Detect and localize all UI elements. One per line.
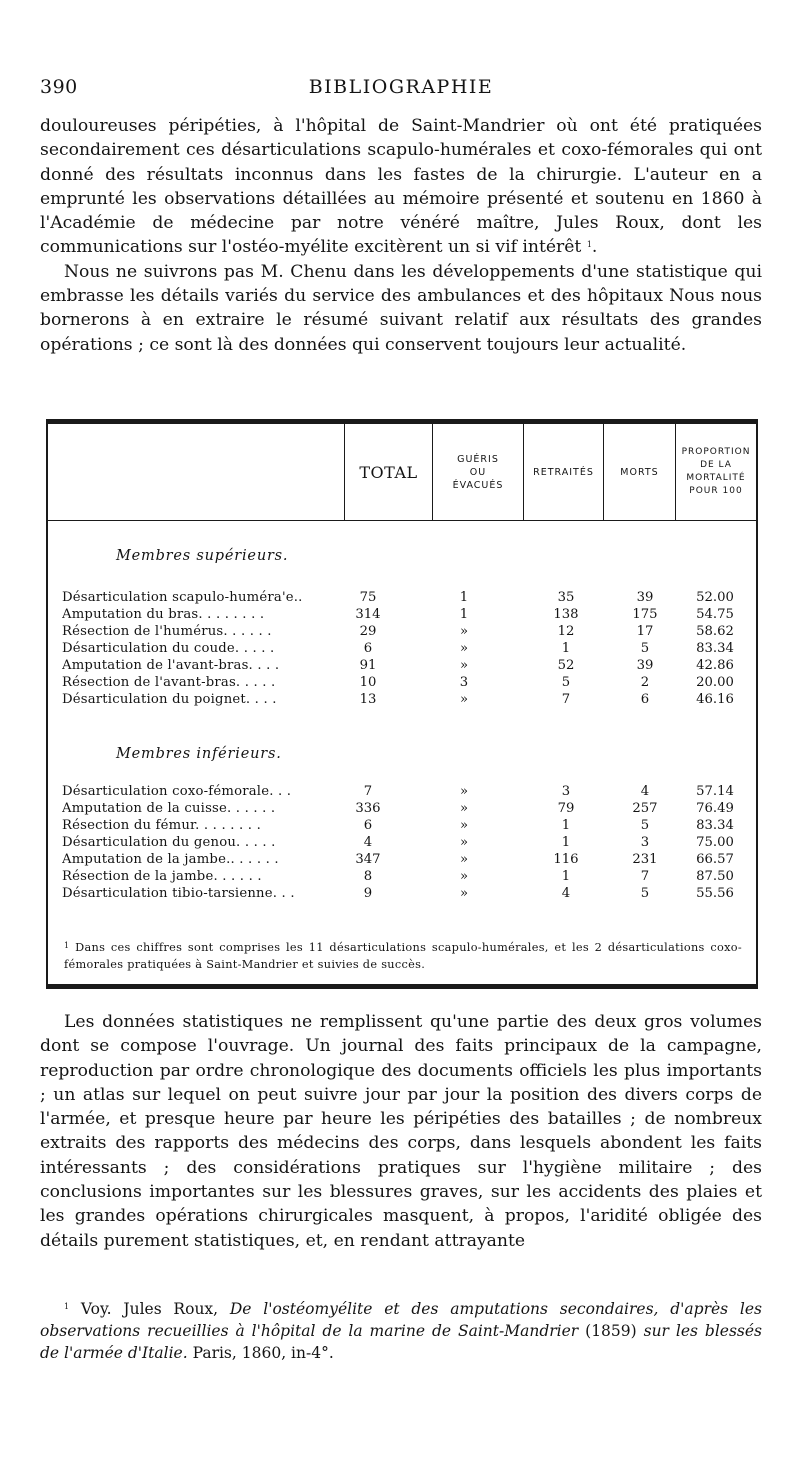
table-row: Résection de l'humérus. . . . . . 29 » 12 17 58.62 <box>62 624 734 639</box>
table-row: Désarticulation tibio-tarsienne. . . 9 » 4 5 55.56 <box>62 886 734 901</box>
header-proportion: PROPORTION DE LA MORTALITÉ POUR 100 <box>681 447 751 496</box>
table-row: Désarticulation du genou. . . . . 4 » 1 3 75.00 <box>62 835 734 850</box>
table-footnote: $^1$ Dans ces chiffres sont comprises les 11 désarticulations scapulo-humérales, et les 2 désarticulations coxo-fémorales pratiquées à Saint-Mandrier et suivies de succès. <box>64 941 742 971</box>
table-row: Désarticulation du coude. . . . . 6 » 1 5 83.34 <box>62 641 734 656</box>
cited-work-title: De l'ostéomyélite et des amputations secondaires, d'après les observations recueillies à l'hôpital de la marine de Saint-Mandrier <box>40 1300 762 1340</box>
page-header <box>40 76 762 106</box>
running-title: BIBLIOGRAPHIE <box>308 76 494 98</box>
page-footnote: $^1$ Voy. Jules Roux, De l'ostéomyélite et des amputations secondaires, d'après les observations recueillies à l'hôpital de la marine de Saint-Mandrier (1859) sur les blessés de l'armée d'Italie. Paris, 1860, in-4°. <box>40 1300 762 1362</box>
paragraph-1: douloureuses péripéties, à l'hôpital de Saint-Mandrier où ont été pratiquées secondairement ces désarticulations scapulo-humérales et coxo-fémorales qui ont donné des résultats inconnus dans les fastes de la chirurgie. L'auteur en a emprunté les observations détaillées au mémoire présenté et soutenu en 1860 à l'Académie de médecine par notre vénéré maître, Jules Roux, dont les communications sur l'ostéo-myélite excitèrent un si vif intérêt $^1$. <box>40 116 762 258</box>
header-morts: MORTS <box>620 466 659 478</box>
table-row: Désarticulation scapulo-huméra'e.. 75 1 35 39 52.00 <box>62 590 734 605</box>
table-row: Résection de l'avant-bras. . . . . 10 3 5 2 20.00 <box>62 675 734 690</box>
table-row: Amputation du bras. . . . . . . . 314 1 138 175 54.75 <box>62 607 734 622</box>
opening-paragraphs <box>40 114 762 357</box>
header-gueris: GUÉRIS OU ÉVACUÉS <box>452 453 504 491</box>
table-row: Résection de la jambe. . . . . . 8 » 1 7 87.50 <box>62 869 734 884</box>
table-footnote-mark: 1 <box>64 941 70 950</box>
paragraph-3: Les données statistiques ne remplissent qu'une partie des deux gros volumes dont se compose l'ouvrage. Un journal des faits principaux de la campagne, reproduction par ordre chronologique des documents officiels les plus importants ; un atlas sur lequel on peut suivre jour par jour la position des divers corps de l'armée, et presque heure par heure les péripéties des batailles ; de nombreux extraits des rapports des médecins des corps, dans lesquels abondent les faits intéressants ; des considérations pratiques sur l'hygiène militaire ; des conclusions importantes sur les blessures graves, sur les accidents des plaies et les grandes opérations chirurgicales masquent, à propos, l'aridité obligée des détails purement statistiques, et, en rendant attrayante <box>40 1012 762 1251</box>
table-row: Désarticulation coxo-fémorale. . . 7 » 3 4 57.14 <box>62 784 734 799</box>
section-title: Membres inférieurs. <box>116 746 282 762</box>
section-title: Membres supérieurs. <box>116 548 289 564</box>
header-total: TOTAL <box>359 462 418 482</box>
footnote-reference[interactable]: 1 <box>586 240 592 250</box>
table-row: Amputation de la cuisse. . . . . . 336 » 79 257 76.49 <box>62 801 734 816</box>
page-number: 390 <box>40 76 78 98</box>
cited-work-subtitle: sur les blessés de l'armée d'Italie. <box>40 1322 762 1362</box>
table-row: Amputation de la jambe.. . . . . . 347 » 116 231 66.57 <box>62 852 734 867</box>
footnote-mark: 1 <box>64 1302 70 1311</box>
table-row: Amputation de l'avant-bras. . . . 91 » 52 39 42.86 <box>62 658 734 673</box>
table-row: Résection du fémur. . . . . . . . 6 » 1 5 83.34 <box>62 818 734 833</box>
header-retraites: RETRAITÉS <box>533 466 594 478</box>
table-row: Désarticulation du poignet. . . . 13 » 7 6 46.16 <box>62 692 734 707</box>
statistics-table <box>46 419 758 989</box>
header-divider <box>48 520 756 521</box>
paragraph-2: Nous ne suivrons pas M. Chenu dans les développements d'une statistique qui embrasse les détails variés du service des ambulances et des hôpitaux Nous nous bornerons à en extraire le résumé suivant relatif aux résultats des grandes opérations ; ce sont là des données qui conservent toujours leur actualité. <box>40 261 762 355</box>
